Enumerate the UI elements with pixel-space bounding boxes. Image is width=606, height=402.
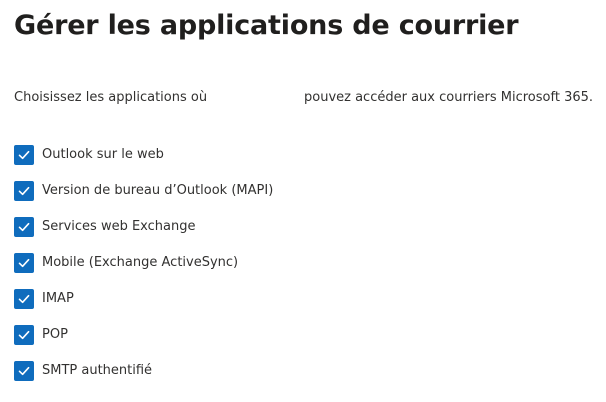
checkbox-label: SMTP authentifié	[42, 363, 153, 378]
checkbox-box[interactable]	[14, 325, 34, 345]
checkbox-box[interactable]	[14, 217, 34, 237]
checkmark-icon	[17, 292, 31, 306]
checkmark-icon	[17, 220, 31, 234]
page-description	[14, 88, 594, 108]
checkbox-label: POP	[42, 327, 68, 342]
checkmark-icon	[17, 364, 31, 378]
checkbox-box[interactable]	[14, 361, 34, 381]
checkmark-icon	[17, 328, 31, 342]
checkmark-icon	[17, 184, 31, 198]
page-title: Gérer les applications de courrier	[14, 10, 519, 41]
checkbox-label: Services web Exchange	[42, 219, 196, 234]
checkmark-icon	[17, 256, 31, 270]
checkbox-label: Outlook sur le web	[42, 147, 164, 162]
checkbox-outlook-desktop-mapi[interactable]	[14, 173, 273, 209]
checkbox-box[interactable]	[14, 181, 34, 201]
description-text-end: pouvez accéder aux courriers Microsoft 365.	[304, 90, 594, 105]
checkbox-label: IMAP	[42, 291, 74, 306]
checkbox-box[interactable]	[14, 253, 34, 273]
description-text-start: Choisissez les applications où	[14, 90, 208, 105]
checkbox-box[interactable]	[14, 289, 34, 309]
checkbox-pop[interactable]	[14, 317, 273, 353]
checkbox-exchange-web-services[interactable]	[14, 209, 273, 245]
checkbox-smtp-authenticated[interactable]	[14, 353, 273, 389]
checkbox-imap[interactable]	[14, 281, 273, 317]
checkbox-mobile-activesync[interactable]	[14, 245, 273, 281]
checkbox-box[interactable]	[14, 145, 34, 165]
mail-apps-checkbox-list	[14, 137, 273, 389]
checkbox-outlook-web[interactable]	[14, 137, 273, 173]
checkbox-label: Mobile (Exchange ActiveSync)	[42, 255, 239, 270]
checkmark-icon	[17, 148, 31, 162]
checkbox-label: Version de bureau d’Outlook (MAPI)	[42, 183, 274, 198]
